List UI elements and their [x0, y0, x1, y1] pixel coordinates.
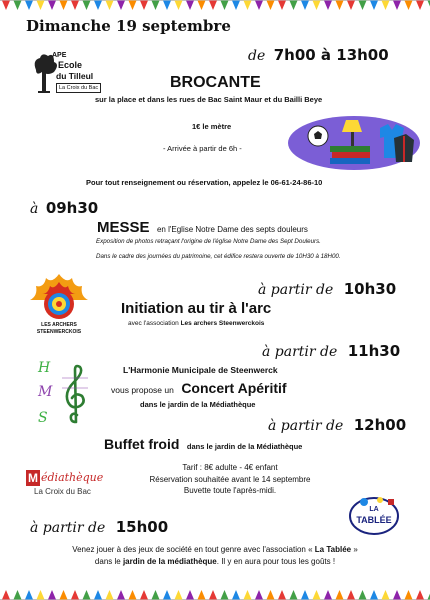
- bunting-flag: [336, 590, 344, 600]
- tir-title: Initiation au tir à l'arc: [121, 300, 272, 317]
- concert-title: Concert Apéritif: [181, 380, 287, 396]
- bunting-flag: [140, 590, 148, 600]
- bunting-flag: [232, 1, 240, 11]
- messe-time-line: [30, 199, 98, 217]
- bunting-flag: [2, 590, 10, 600]
- bunting-flag: [393, 590, 401, 600]
- bunting-flag: [290, 590, 298, 600]
- bunting-flag: [163, 1, 171, 11]
- bunting-flag: [14, 590, 22, 600]
- ape-label-4: La Croix du Bac: [56, 83, 101, 93]
- bunting-flag: [244, 1, 252, 11]
- bunting-flag: [117, 1, 125, 11]
- archery-target-icon: [26, 272, 92, 322]
- bunting-flag: [37, 1, 45, 11]
- bunting-flag: [106, 590, 114, 600]
- bunting-flag: [221, 590, 229, 600]
- buffet-heading: [104, 436, 302, 454]
- brocante-location: sur la place et dans les rues de Bac Saint Maur et du Bailli Beye: [95, 95, 323, 104]
- bunting-flag: [359, 590, 367, 600]
- buffet-reservation: Réservation souhaitée avant le 14 septembre: [149, 474, 311, 484]
- mediatheque-logo: [26, 470, 106, 500]
- buffet-title: Buffet froid: [104, 436, 180, 452]
- bunting-flag: [152, 1, 160, 11]
- brocante-title: BROCANTE: [170, 74, 261, 91]
- bunting-flag: [71, 1, 79, 11]
- concert-time-line: [262, 342, 400, 360]
- date-title: Dimanche 19 septembre: [26, 17, 231, 35]
- bunting-flag: [359, 1, 367, 11]
- concert-title-line: [111, 380, 287, 398]
- messe-title: MESSE: [97, 219, 150, 236]
- bunting-flag: [106, 1, 114, 11]
- tir-assoc-prefix: avec l'association: [128, 320, 179, 327]
- bunting-flag: [255, 1, 263, 11]
- bunting-flag: [25, 590, 33, 600]
- bunting-flag: [405, 590, 413, 600]
- bunting-flag: [186, 590, 194, 600]
- jeux-time-line: [30, 518, 168, 536]
- bunting-flag: [290, 1, 298, 11]
- messe-detail: en l'Eglise Notre Dame des septs douleurs: [156, 225, 308, 234]
- bunting-flag: [267, 1, 275, 11]
- mediatheque-name: édiathèque: [41, 471, 104, 484]
- soccer-ball-icon: [308, 126, 328, 146]
- concert-time: 11h30: [347, 342, 401, 360]
- brocante-arrival: - Arrivée à partir de 6h -: [163, 144, 242, 153]
- tablee-label-1: LA: [369, 506, 379, 513]
- mediatheque-sub: La Croix du Bac: [34, 487, 91, 496]
- brocante-illustration: [288, 110, 420, 172]
- bunting-flag: [60, 1, 68, 11]
- bunting-flag: [278, 1, 286, 11]
- bunting-flag: [209, 1, 217, 11]
- bunting-flag: [301, 1, 309, 11]
- concert-time-prefix: à partir de: [262, 344, 338, 360]
- bunting-flag: [175, 1, 183, 11]
- bunting-flag: [370, 590, 378, 600]
- buffet-time: 12h00: [353, 416, 407, 434]
- buffet-time-line: [268, 416, 406, 434]
- buffet-buvette: Buvette toute l'après-midi.: [183, 486, 277, 495]
- bunting-flag: [14, 1, 22, 11]
- hms-letter-h: H: [38, 360, 51, 376]
- ape-label-3: du Tilleul: [56, 71, 94, 81]
- bunting-flag: [209, 590, 217, 600]
- bunting-flag: [416, 590, 424, 600]
- hms-logo: [32, 360, 92, 440]
- bunting-flag: [140, 1, 148, 11]
- jeux-line-1: [0, 545, 430, 554]
- bunting-flag: [255, 590, 263, 600]
- bunting-flag: [370, 1, 378, 11]
- concert-org: L'Harmonie Municipale de Steenwerck: [123, 365, 278, 375]
- concert-propose: vous propose un: [111, 385, 174, 395]
- ape-label-2: Ecole: [58, 60, 83, 70]
- ape-school-logo: [30, 50, 110, 98]
- bunting-flag: [393, 1, 401, 11]
- tablee-label-2: TABLÉE: [356, 515, 392, 525]
- hms-letter-m: M: [38, 384, 53, 400]
- archers-label-2: STEENWERCKOIS: [36, 329, 82, 335]
- jeux-time-prefix: à partir de: [30, 520, 106, 536]
- bunting-flag: [198, 590, 206, 600]
- brocante-time-prefix: de: [248, 48, 266, 64]
- bunting-flag: [2, 1, 10, 11]
- bunting-flag: [94, 590, 102, 600]
- jeux-line-2: [0, 557, 430, 566]
- bunting-flag: [324, 1, 332, 11]
- bunting-flag: [129, 590, 137, 600]
- bunting-flag: [313, 590, 321, 600]
- bunting-flag: [48, 1, 56, 11]
- bunting-flag: [244, 590, 252, 600]
- brocante-contact: Pour tout renseignement ou réservation, appelez le 06-61-24-86-10: [86, 178, 323, 187]
- bunting-flag: [313, 1, 321, 11]
- bunting-flag: [416, 1, 424, 11]
- archers-logo: [26, 272, 92, 336]
- tir-assoc-line: [128, 320, 264, 327]
- bunting-flag: [25, 1, 33, 11]
- mediatheque-m-logo: M: [28, 471, 38, 485]
- tir-assoc-name: Les archers Steenwerckois: [180, 320, 265, 327]
- messe-time-prefix: à: [30, 201, 39, 217]
- bunting-flag: [405, 1, 413, 11]
- hms-letter-s: S: [38, 410, 48, 426]
- concert-where: dans le jardin de la Médiathèque: [140, 400, 256, 409]
- jeux-time: 15h00: [115, 518, 169, 536]
- bunting-flag: [232, 590, 240, 600]
- bunting-garland-bottom: [0, 588, 430, 600]
- bunting-flag: [175, 590, 183, 600]
- tir-time-line: [258, 280, 396, 298]
- bunting-flag: [186, 1, 194, 11]
- bunting-flag: [382, 590, 390, 600]
- tir-time-prefix: à partir de: [258, 282, 334, 298]
- jeux-line-2-c: . Il y en aura pour tous les goûts !: [216, 557, 336, 566]
- jeux-garden: jardin de la médiathèque: [122, 557, 217, 566]
- bunting-flag: [347, 590, 355, 600]
- messe-heading: [97, 219, 308, 237]
- bunting-flag: [94, 1, 102, 11]
- bunting-flag: [382, 1, 390, 11]
- jeux-line-1-c: »: [353, 545, 358, 554]
- messe-time: 09h30: [45, 199, 99, 217]
- bunting-garland-top: [0, 0, 430, 12]
- bunting-flag: [48, 590, 56, 600]
- la-tablee-logo: [346, 494, 402, 536]
- buffet-where: dans le jardin de la Médiathèque: [186, 442, 303, 451]
- jeux-assoc-name: La Tablée: [314, 545, 352, 554]
- brocante-time: 7h00 à 13h00: [273, 46, 389, 64]
- bunting-flag: [83, 590, 91, 600]
- books-icon: [330, 146, 370, 164]
- bunting-flag: [117, 590, 125, 600]
- bunting-flag: [301, 590, 309, 600]
- bunting-flag: [129, 1, 137, 11]
- ape-label-1: APE: [52, 52, 67, 59]
- jeux-line-1-a: Venez jouer à des jeux de société en tout genre avec l'association «: [72, 545, 313, 554]
- tir-time: 10h30: [343, 280, 397, 298]
- messe-expo: Exposition de photos retraçant l'origine de l'église Notre Dame des Sept Douleurs.: [96, 238, 321, 245]
- bunting-flag: [37, 590, 45, 600]
- jeux-line-2-a: dans le: [94, 557, 121, 566]
- archers-label-1: LES ARCHERS: [41, 322, 77, 328]
- buffet-time-prefix: à partir de: [268, 418, 344, 434]
- jacket-icon: [394, 134, 414, 162]
- brocante-price: 1€ le mètre: [192, 122, 232, 131]
- bunting-flag: [71, 590, 79, 600]
- buffet-tarif: Tarif : 8€ adulte - 4€ enfant: [182, 463, 278, 472]
- bunting-flag: [163, 590, 171, 600]
- bunting-flag: [324, 590, 332, 600]
- bunting-flag: [198, 1, 206, 11]
- bunting-flag: [336, 1, 344, 11]
- messe-patrimoine: Dans le cadre des journées du patrimoine, cet édifice restera ouverte de 10H30 à 18H00.: [96, 253, 341, 260]
- bunting-flag: [278, 590, 286, 600]
- bunting-flag: [347, 1, 355, 11]
- bunting-flag: [221, 1, 229, 11]
- buffet-info: [120, 462, 340, 497]
- bunting-flag: [267, 590, 275, 600]
- bunting-flag: [60, 590, 68, 600]
- brocante-time-line: [248, 46, 389, 64]
- bunting-flag: [152, 590, 160, 600]
- bunting-flag: [83, 1, 91, 11]
- treble-clef-icon: [60, 364, 90, 426]
